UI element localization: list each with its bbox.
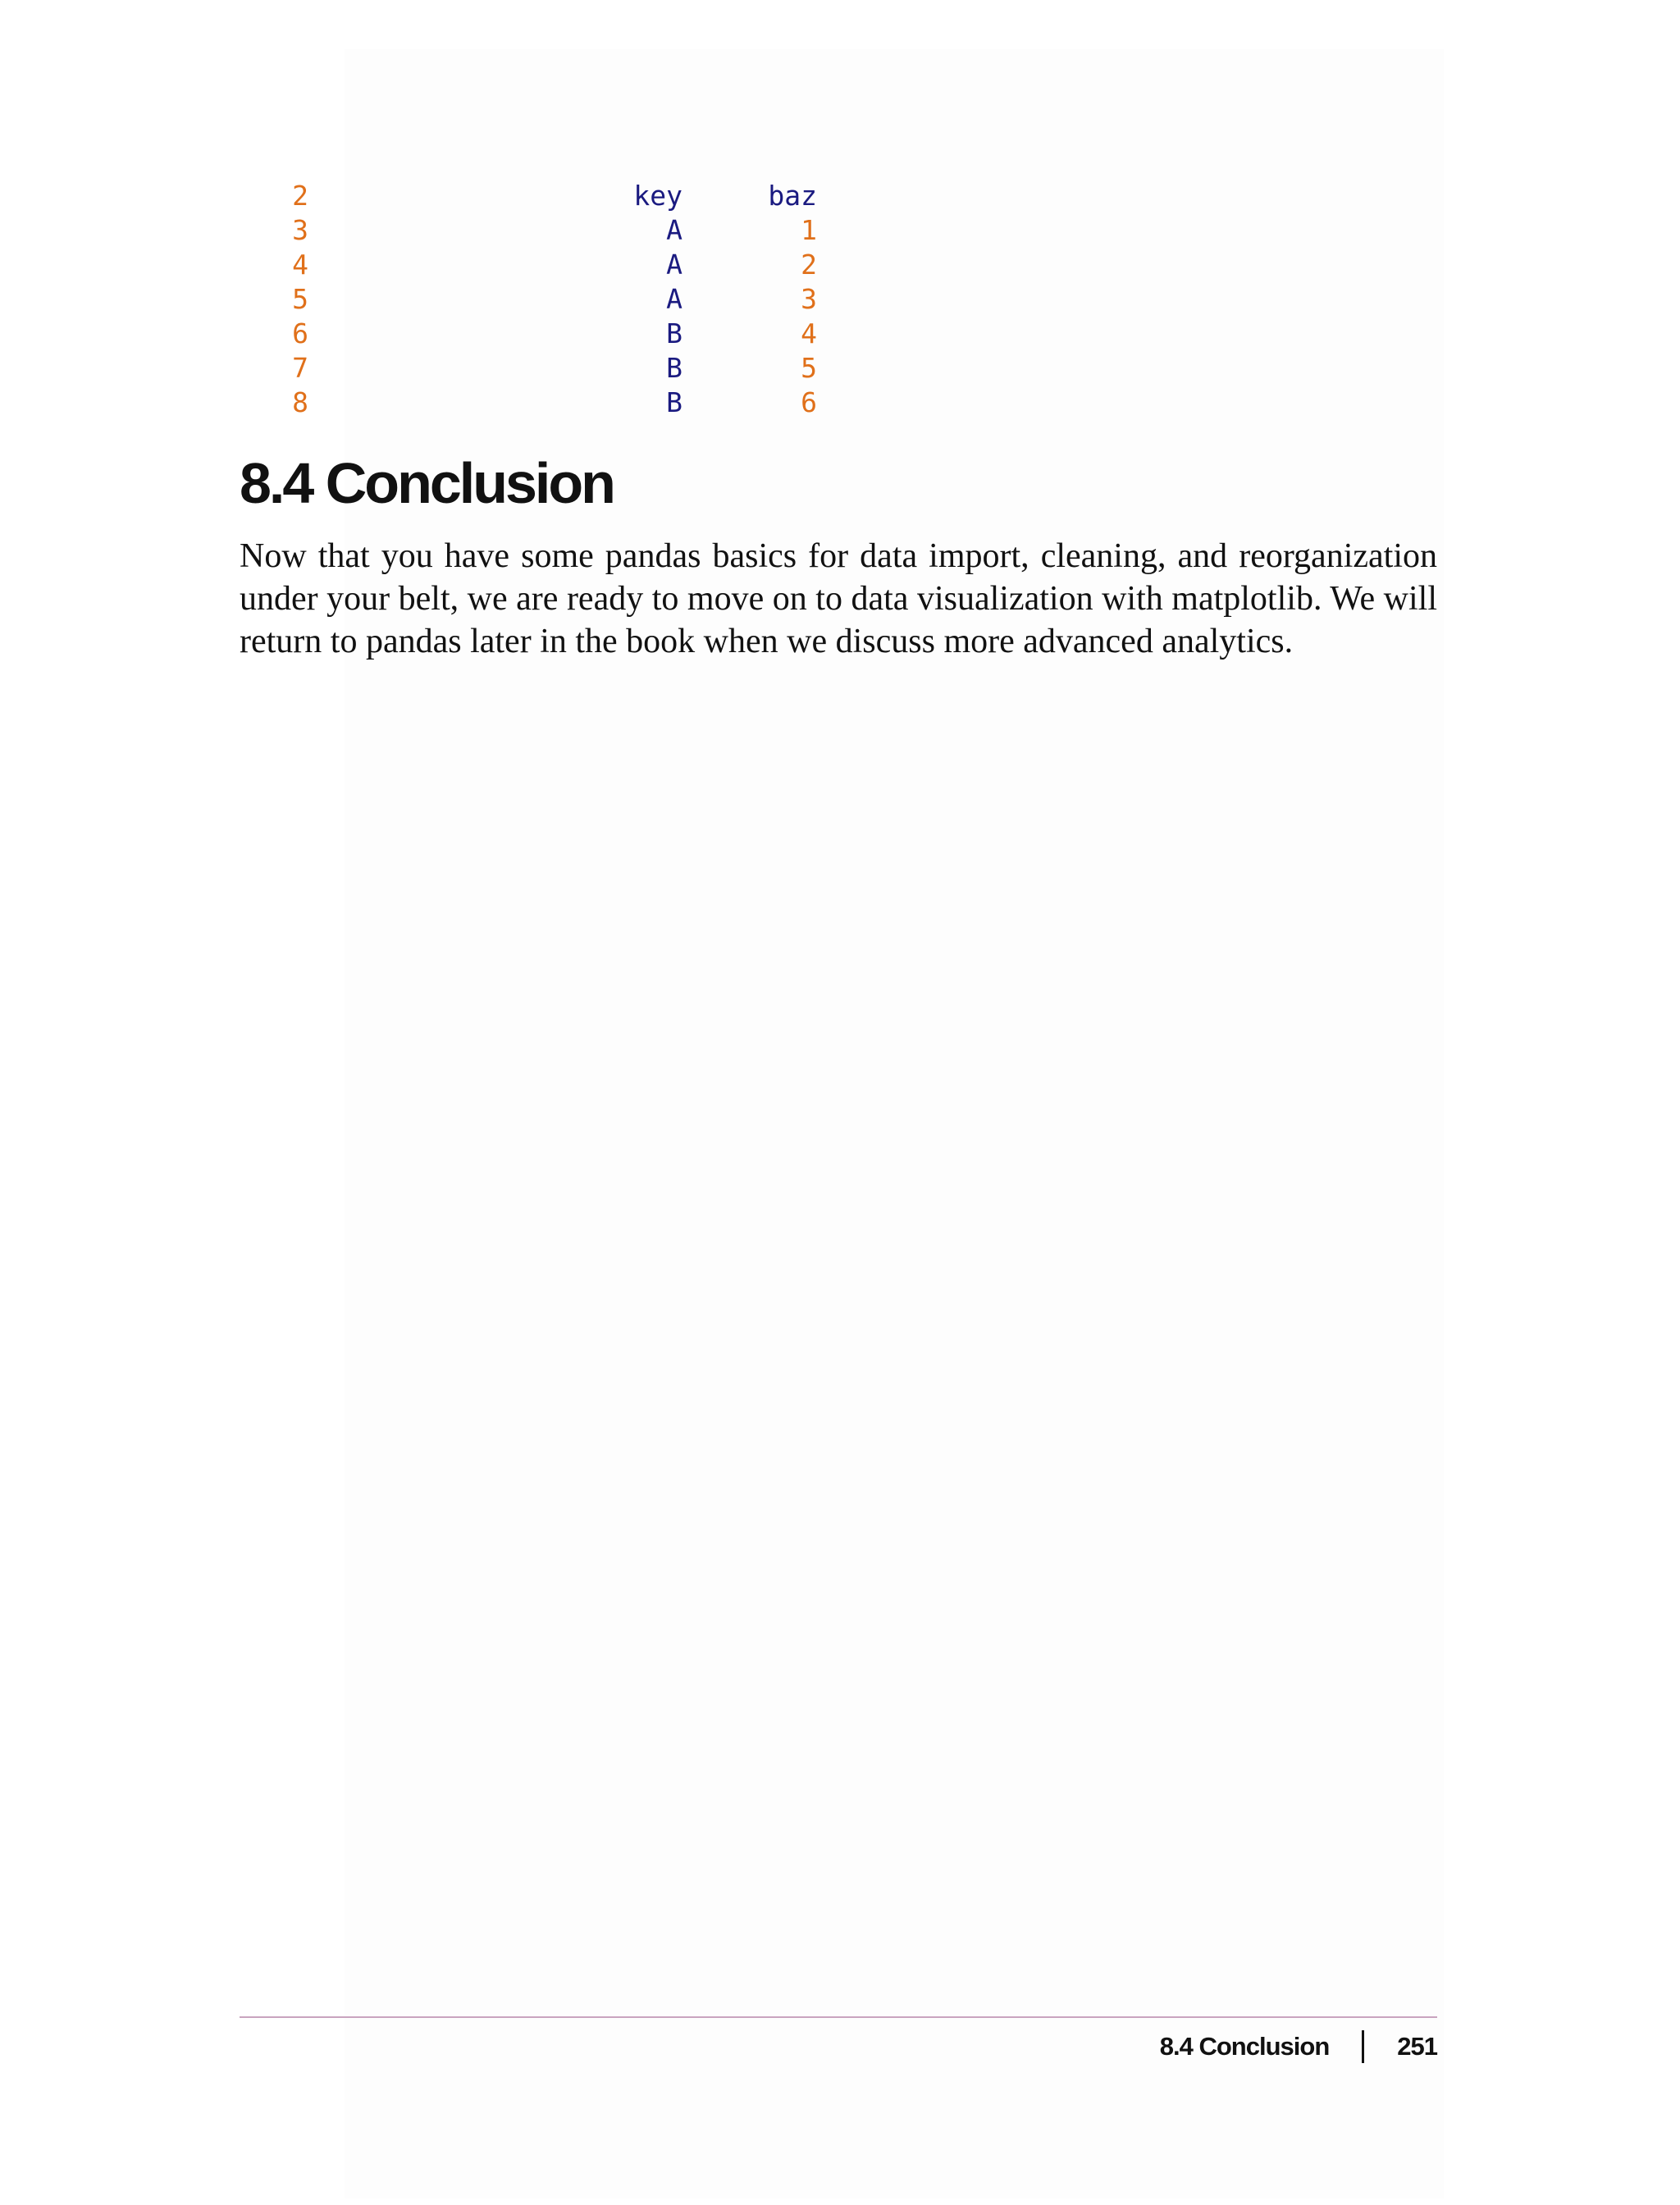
baz-value: 6 — [801, 386, 817, 418]
key-value: B — [666, 317, 682, 349]
line-number: 6 — [292, 317, 308, 349]
footer-rule — [240, 2016, 1437, 2018]
key-value: B — [666, 352, 682, 384]
page-number: 251 — [1397, 2032, 1437, 2061]
line-number: 3 — [292, 214, 308, 246]
key-column-header: key — [633, 180, 682, 212]
key-value: A — [666, 249, 682, 281]
line-number: 4 — [292, 249, 308, 281]
key-value: A — [666, 283, 682, 315]
baz-column-header: baz — [768, 180, 817, 212]
key-value: B — [666, 386, 682, 418]
code-row — [243, 317, 817, 351]
baz-value: 3 — [801, 283, 817, 315]
body-paragraph: Now that you have some pandas basics for data import, cleaning, and reorganization under your belt, we are ready to move on to data visualization with matplotlib. We will return to pandas later in the book when we discuss more advanced analytics. — [240, 537, 1437, 660]
line-number: 2 — [292, 180, 308, 212]
baz-value: 1 — [801, 214, 817, 246]
running-title: 8.4 Conclusion — [1159, 2032, 1330, 2061]
baz-value: 5 — [801, 352, 817, 384]
code-row — [243, 213, 817, 248]
code-row — [243, 179, 817, 213]
footer-separator — [1362, 2030, 1364, 2063]
baz-value: 2 — [801, 249, 817, 281]
code-row — [243, 282, 817, 317]
baz-value: 4 — [801, 317, 817, 349]
line-number: 8 — [292, 386, 308, 418]
section-heading: 8.4 Conclusion — [240, 451, 614, 515]
code-row — [243, 386, 817, 420]
page-footer — [1160, 2026, 1437, 2067]
key-value: A — [666, 214, 682, 246]
code-output-block — [243, 179, 817, 420]
line-number: 7 — [292, 352, 308, 384]
line-number: 5 — [292, 283, 308, 315]
code-row — [243, 351, 817, 386]
code-row — [243, 248, 817, 282]
